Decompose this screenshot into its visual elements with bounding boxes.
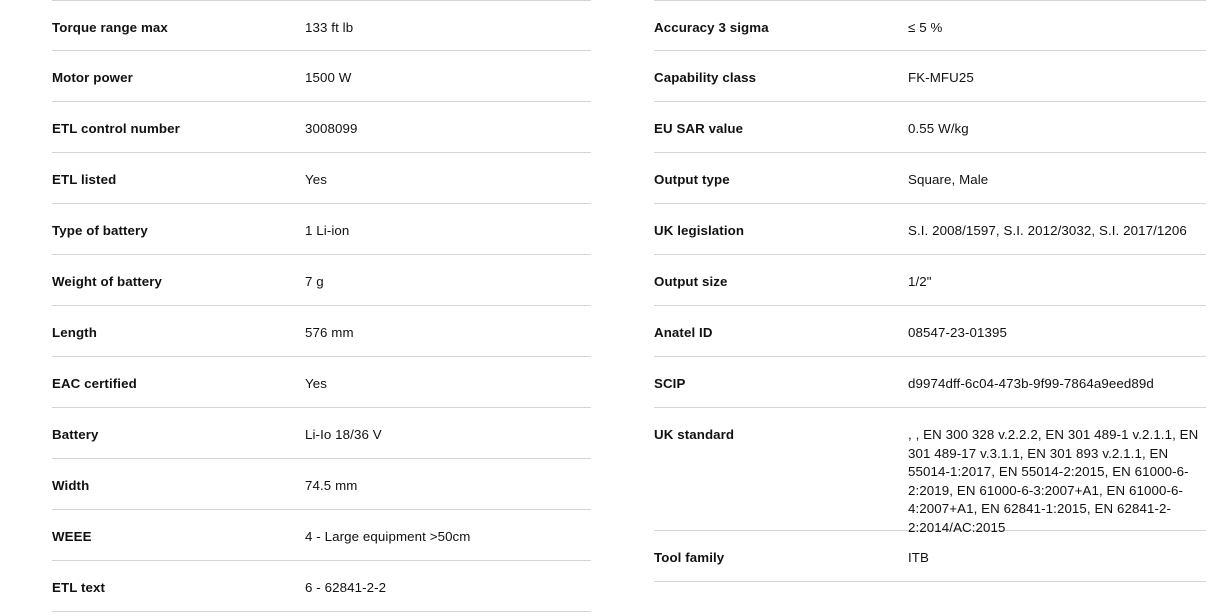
table-row (52, 0, 591, 51)
spec-label: EU SAR value (654, 121, 744, 136)
spec-value: d9974dff-6c04-473b-9f99-7864a9eed89d (908, 376, 1154, 391)
table-row (654, 0, 1206, 51)
spec-value: 133 ft lb (305, 20, 354, 35)
spec-label: Torque range max (52, 20, 168, 35)
spec-label: UK standard (654, 427, 735, 442)
spec-label: ETL control number (52, 121, 180, 136)
table-row (654, 408, 1206, 535)
table-row (52, 153, 591, 204)
spec-label: EAC certified (52, 376, 137, 391)
spec-value: 3008099 (305, 121, 358, 136)
spec-label: Length (52, 325, 97, 340)
spec-value: S.I. 2008/1597, S.I. 2012/3032, S.I. 2017/1206 (908, 223, 1187, 238)
table-row (52, 561, 591, 612)
spec-label: Output size (654, 274, 728, 289)
table-row (52, 51, 591, 102)
table-row (654, 255, 1206, 306)
table-row (654, 204, 1206, 255)
spec-value: , , EN 300 328 v.2.2.2, EN 301 489-1 v.2.1.1, EN 301 489-17 v.3.1.1, EN 301 893 v.2.1.1, EN 55014-1:2017, EN 55014-2:2015, EN 61000-6-2:2019, EN 61000-6-3:2007+A1, EN 61000-6-4:2007+A1, EN 62841-1:2015, EN 62841-2-2:2014/AC:2015 (908, 427, 1199, 535)
spec-value: 6 - 62841-2-2 (305, 580, 387, 595)
spec-value: 1 Li-ion (305, 223, 350, 238)
spec-value: 576 mm (305, 325, 354, 340)
spec-label: Tool family (654, 550, 725, 565)
spec-value: ≤ 5 % (908, 20, 943, 35)
spec-label: Battery (52, 427, 99, 442)
table-row (52, 255, 591, 306)
table-row (654, 51, 1206, 102)
spec-value: 08547-23-01395 (908, 325, 1007, 340)
spec-value: 4 - Large equipment >50cm (305, 529, 471, 544)
spec-value: 7 g (305, 274, 324, 289)
table-row (52, 408, 591, 459)
table-row (654, 102, 1206, 153)
table-row (654, 306, 1206, 357)
table-row (52, 510, 591, 561)
spec-value: 74.5 mm (305, 478, 358, 493)
spec-value: Yes (305, 172, 327, 187)
table-row (654, 531, 1206, 582)
spec-value: ITB (908, 550, 929, 565)
table-row (654, 153, 1206, 204)
table-row (654, 357, 1206, 408)
spec-label: SCIP (654, 376, 686, 391)
spec-value: 1500 W (305, 70, 352, 85)
spec-label: UK legislation (654, 223, 745, 238)
spec-label: ETL text (52, 580, 106, 595)
spec-column-right (613, 0, 1226, 614)
spec-label: Type of battery (52, 223, 148, 238)
table-row (52, 459, 591, 510)
table-row (52, 306, 591, 357)
spec-value: 1/2" (908, 274, 932, 289)
spec-value: 0.55 W/kg (908, 121, 969, 136)
spec-label: Accuracy 3 sigma (654, 20, 769, 35)
table-row (52, 357, 591, 408)
spec-label: Output type (654, 172, 730, 187)
spec-value: Yes (305, 376, 327, 391)
spec-value: Square, Male (908, 172, 989, 187)
spec-label: Width (52, 478, 90, 493)
spec-value: Li-Io 18/36 V (305, 427, 382, 442)
spec-label: Capability class (654, 70, 757, 85)
table-row (52, 102, 591, 153)
spec-label: WEEE (52, 529, 92, 544)
spec-label: ETL listed (52, 172, 117, 187)
spec-label: Anatel ID (654, 325, 713, 340)
spec-value: FK-MFU25 (908, 70, 974, 85)
table-row (52, 204, 591, 255)
spec-label: Weight of battery (52, 274, 163, 289)
spec-label: Motor power (52, 70, 133, 85)
